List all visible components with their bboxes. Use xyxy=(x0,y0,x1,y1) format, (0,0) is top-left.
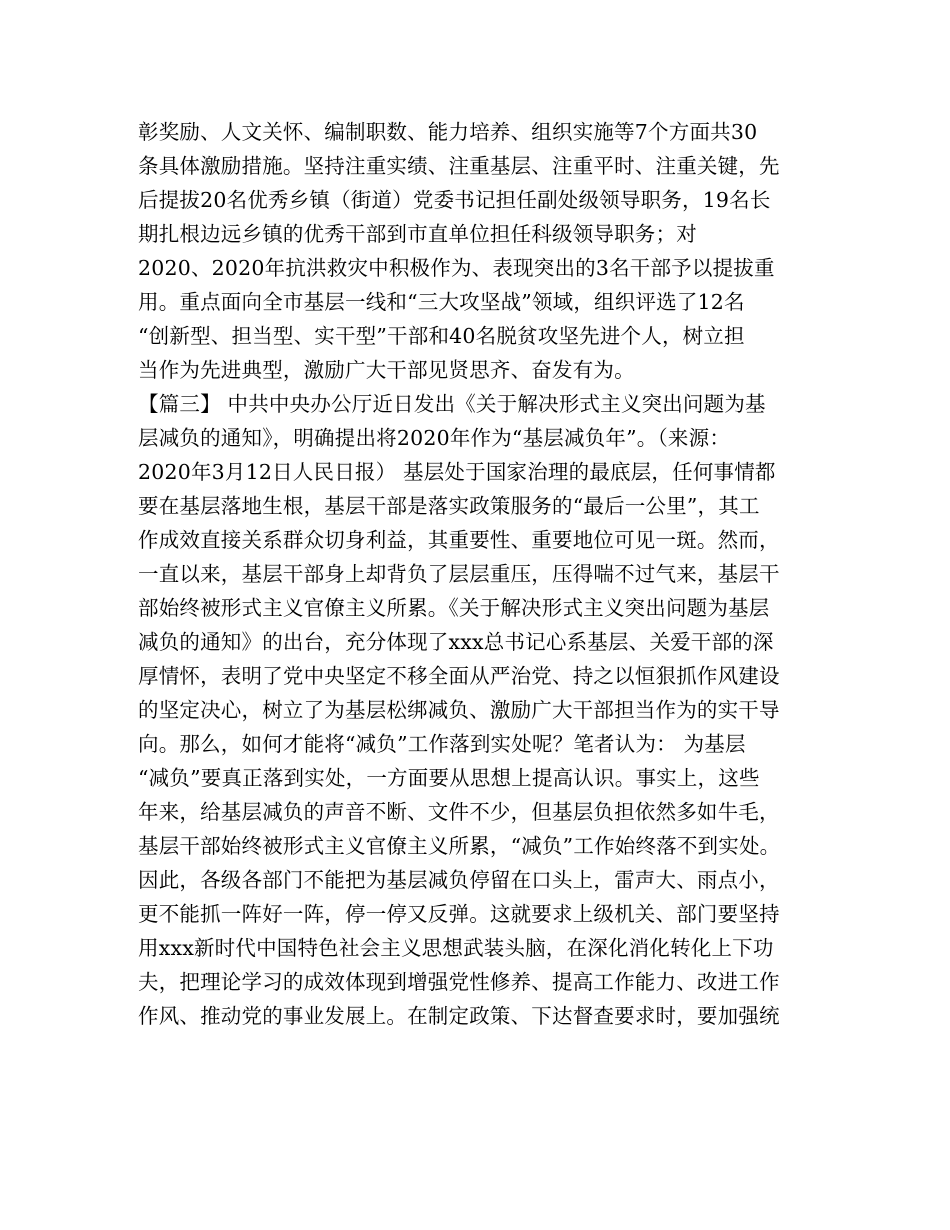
text-line: “减负”要真正落到实处，一方面要从思想上提高认识。事实上，这些 xyxy=(138,766,760,790)
text-line: “创新型、担当型、实干型”干部和40名脱贫攻坚先进个人，树立担 xyxy=(138,324,745,348)
section-heading-line: 【篇三】 中共中央办公厅近日发出《关于解决形式主义突出问题为基 xyxy=(138,392,766,416)
text-line: 因此，各级各部门不能把为基层减负停留在口头上，雷声大、雨点小， xyxy=(138,868,780,892)
text-line: 向。那么，如何才能将“减负”工作落到实处呢？笔者认为： 为基层 xyxy=(138,732,746,756)
text-line: 作成效直接关系群众切身利益，其重要性、重要地位可见一斑。然而， xyxy=(138,528,780,552)
text-line: 要在基层落地生根，基层干部是落实政策服务的“最后一公里”，其工 xyxy=(138,494,760,518)
text-line: 更不能抓一阵好一阵，停一停又反弹。这就要求上级机关、部门要坚持 xyxy=(138,902,780,926)
text-line: 一直以来，基层干部身上却背负了层层重压，压得喘不过气来，基层干 xyxy=(138,562,780,586)
text-line: 夫，把理论学习的成效体现到增强党性修养、提高工作能力、改进工作 xyxy=(138,970,780,994)
text-line: 期扎根边远乡镇的优秀干部到市直单位担任科级领导职务；对 xyxy=(138,222,697,246)
document-body xyxy=(138,115,838,1033)
text-line: 后提拔20名优秀乡镇（街道）党委书记担任副处级领导职务，19名长 xyxy=(138,188,771,212)
text-line: 的坚定决心，树立了为基层松绑减负、激励广大干部担当作为的实干导 xyxy=(138,698,780,722)
text-line: 层减负的通知》，明确提出将2020年作为“基层减负年”。（来源： xyxy=(138,426,731,450)
text-line: 年来，给基层减负的声音不断、文件不少，但基层负担依然多如牛毛， xyxy=(138,800,780,824)
text-line: 厚情怀，表明了党中央坚定不移全面从严治党、持之以恒狠抓作风建设 xyxy=(138,664,780,688)
text-line: 条具体激励措施。坚持注重实绩、注重基层、注重平时、注重关键，先 xyxy=(138,154,780,178)
text-line: 用。重点面向全市基层一线和“三大攻坚战”领域，组织评选了12名 xyxy=(138,290,745,314)
text-line: 当作为先进典型，激励广大干部见贤思齐、奋发有为。 xyxy=(138,358,635,382)
text-line: 基层干部始终被形式主义官僚主义所累，“减负”工作始终落不到实处。 xyxy=(138,834,781,858)
text-line: 彰奖励、人文关怀、编制职数、能力培养、组织实施等7个方面共30 xyxy=(138,120,758,144)
text-line: 部始终被形式主义官僚主义所累。《关于解决形式主义突出问题为基层 xyxy=(138,596,770,620)
text-line: 作风、推动党的事业发展上。在制定政策、下达督查要求时，要加强统 xyxy=(138,1004,780,1028)
text-line: 2020年3月12日人民日报） 基层处于国家治理的最底层，任何事情都 xyxy=(138,460,776,484)
text-line: 2020、2020年抗洪救灾中积极作为、表现突出的3名干部予以提拔重 xyxy=(138,256,775,280)
text-line: 用xxx新时代中国特色社会主义思想武装头脑，在深化消化转化上下功 xyxy=(138,936,774,960)
text-line: 减负的通知》的出台，充分体现了xxx总书记心系基层、关爱干部的深 xyxy=(138,630,774,654)
